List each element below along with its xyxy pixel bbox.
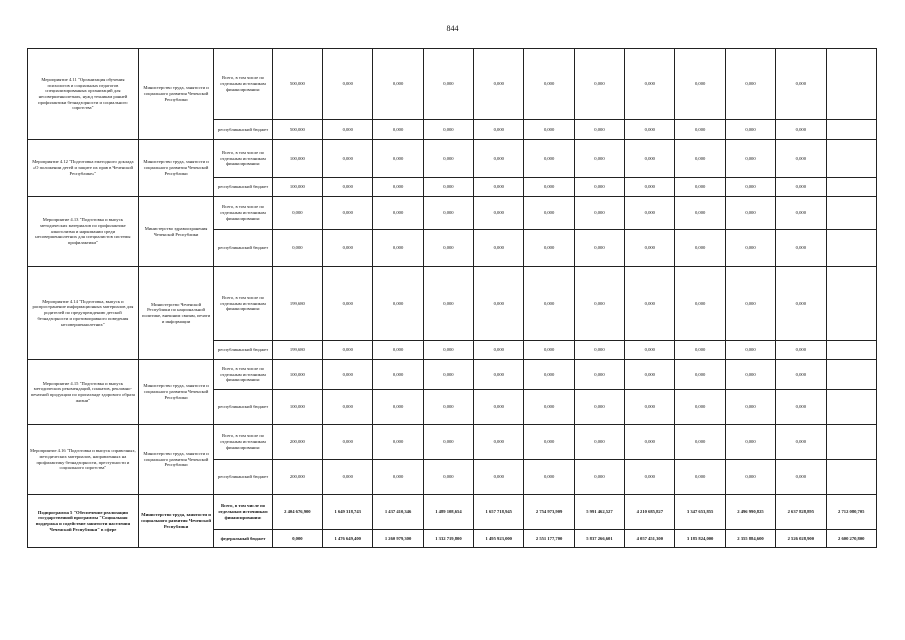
amount-cell: 0,000 [423, 360, 473, 390]
amount-cell: 2 754 973,909 [524, 495, 574, 530]
amount-cell: 0,000 [373, 230, 423, 267]
amount-cell: 500,000 [272, 120, 322, 140]
amount-cell: 0,000 [423, 49, 473, 120]
amount-cell: 0,000 [625, 425, 675, 460]
measure-name-cell: Мероприятие 4.13 "Подготовка и выпуск методических материалов по профилактике алкоголизма и наркомании среди несовершеннолетних для специалистов системы профилактики" [28, 197, 139, 267]
amount-cell: 0,000 [776, 49, 826, 120]
amount-cell: 0,000 [323, 197, 373, 230]
amount-cell: 100,000 [272, 178, 322, 197]
amount-cell: 0,000 [323, 267, 373, 341]
measure-name-cell: Мероприятие 4.14 "Подготовка, выпуск и распространение информационных материалов для родителей по предупреждению детской безнадзорности и противоправного поведения несовершеннолетних" [28, 267, 139, 360]
amount-cell: 0,000 [675, 140, 725, 178]
executor-cell: Министерство труда, занятости и социального развития Чеченской Республики [138, 495, 214, 548]
funding-source-cell: республиканский бюджет [214, 120, 272, 140]
amount-cell: 0,000 [675, 341, 725, 360]
amount-cell: 0,000 [524, 460, 574, 495]
amount-cell: 0,000 [625, 120, 675, 140]
amount-cell: 0,000 [423, 230, 473, 267]
amount-cell: 0,000 [423, 140, 473, 178]
amount-cell [826, 425, 877, 460]
amount-cell: 0,000 [474, 120, 524, 140]
amount-cell: 0,000 [524, 390, 574, 425]
page-number: 844 [446, 24, 459, 33]
amount-cell: 2 712 080,705 [826, 495, 877, 530]
funding-source-cell: Всего, в том числе по отдельным источникам финансирования: [214, 360, 272, 390]
funding-source-cell: республиканский бюджет [214, 390, 272, 425]
amount-cell: 199,680 [272, 341, 322, 360]
amount-cell: 0,000 [675, 390, 725, 425]
amount-cell: 0,000 [474, 267, 524, 341]
amount-cell: 0,000 [423, 120, 473, 140]
amount-cell: 0,000 [725, 460, 775, 495]
amount-cell: 0,000 [524, 140, 574, 178]
amount-cell: 0,000 [625, 341, 675, 360]
amount-cell [826, 341, 877, 360]
amount-cell: 500,000 [272, 49, 322, 120]
amount-cell: 0,000 [474, 197, 524, 230]
amount-cell: 0,000 [725, 140, 775, 178]
amount-cell: 0,000 [524, 425, 574, 460]
amount-cell: 1 495 923,000 [474, 530, 524, 548]
amount-cell: 0,000 [474, 49, 524, 120]
amount-cell: 0,000 [776, 390, 826, 425]
amount-cell: 0,000 [474, 178, 524, 197]
amount-cell: 0,000 [776, 425, 826, 460]
amount-cell: 0,000 [574, 425, 624, 460]
amount-cell [826, 360, 877, 390]
amount-cell [826, 460, 877, 495]
measure-name-cell: Мероприятие 4.16 "Подготовка и выпуск справочных, методических материалов, направленных на профилактику безнадзорности, преступности и социального сиротства" [28, 425, 139, 495]
funding-source-cell: Всего, в том числе по отдельным источникам финансирования: [214, 140, 272, 178]
amount-cell: 2 404 676,900 [272, 495, 322, 530]
amount-cell: 0,000 [373, 460, 423, 495]
amount-cell: 0,000 [574, 178, 624, 197]
amount-cell: 0,000 [725, 267, 775, 341]
amount-cell: 0,000 [373, 360, 423, 390]
measure-name-cell: Мероприятие 4.11 "Организация обучения психологов и социальных педагогов специализированных организаций для несовершеннолетних, нужд техникам ранней профилактики безнадзорности и социального сиротства" [28, 49, 139, 140]
amount-cell: 0,000 [574, 140, 624, 178]
funding-source-cell: республиканский бюджет [214, 460, 272, 495]
amount-cell: 0,000 [373, 425, 423, 460]
amount-cell: 0,000 [272, 230, 322, 267]
funding-source-cell: Всего, в том числе по отдельным источникам финансирования: [214, 267, 272, 341]
amount-cell: 0,000 [675, 230, 725, 267]
funding-source-cell: республиканский бюджет [214, 341, 272, 360]
amount-cell: 0,000 [776, 140, 826, 178]
amount-cell: 0,000 [725, 425, 775, 460]
amount-cell: 199,680 [272, 267, 322, 341]
amount-cell: 0,000 [675, 178, 725, 197]
table-row [28, 495, 877, 530]
amount-cell: 0,000 [776, 178, 826, 197]
amount-cell [826, 390, 877, 425]
amount-cell: 0,000 [474, 341, 524, 360]
amount-cell [826, 197, 877, 230]
amount-cell: 0,000 [725, 49, 775, 120]
table-row [28, 267, 877, 341]
funding-source-cell: Всего, в том числе по отдельным источникам финансирования: [214, 197, 272, 230]
amount-cell: 0,000 [423, 178, 473, 197]
amount-cell: 2 637 828,895 [776, 495, 826, 530]
table-row [28, 360, 877, 390]
amount-cell: 0,000 [423, 197, 473, 230]
table-row [28, 425, 877, 460]
amount-cell: 0,000 [373, 197, 423, 230]
amount-cell: 0,000 [323, 460, 373, 495]
amount-cell: 0,000 [373, 267, 423, 341]
measure-name-cell: Мероприятие 4.15 "Подготовка и выпуск методических рекомендаций, плакатов, рекламно-печатной продукции по пропаганде здорового образа жизни" [28, 360, 139, 425]
amount-cell: 0,000 [423, 425, 473, 460]
amount-cell: 2 600 270,800 [826, 530, 877, 548]
amount-cell: 0,000 [574, 267, 624, 341]
amount-cell: 0,000 [675, 197, 725, 230]
amount-cell: 0,000 [323, 425, 373, 460]
amount-cell: 0,000 [574, 120, 624, 140]
amount-cell [826, 178, 877, 197]
funding-source-cell: республиканский бюджет [214, 178, 272, 197]
amount-cell: 0,000 [776, 460, 826, 495]
amount-cell: 0,000 [423, 460, 473, 495]
amount-cell: 0,000 [524, 197, 574, 230]
amount-cell: 0,000 [272, 197, 322, 230]
amount-cell: 0,000 [625, 140, 675, 178]
amount-cell: 0,000 [625, 178, 675, 197]
table-row [28, 140, 877, 178]
amount-cell: 0,000 [474, 230, 524, 267]
amount-cell: 1 657 718,945 [474, 495, 524, 530]
amount-cell [826, 120, 877, 140]
amount-cell: 0,000 [574, 197, 624, 230]
amount-cell: 0,000 [323, 140, 373, 178]
amount-cell: 0,000 [776, 360, 826, 390]
amount-cell: 0,000 [625, 390, 675, 425]
amount-cell: 0,000 [574, 230, 624, 267]
amount-cell: 0,000 [725, 197, 775, 230]
funding-source-cell: Всего, в том числе по отдельным источникам финансирования: [214, 49, 272, 120]
amount-cell: 0,000 [675, 267, 725, 341]
amount-cell: 0,000 [776, 120, 826, 140]
amount-cell: 0,000 [625, 267, 675, 341]
amount-cell: 0,000 [323, 341, 373, 360]
amount-cell: 0,000 [474, 140, 524, 178]
amount-cell: 0,000 [574, 390, 624, 425]
table-row [28, 49, 877, 120]
amount-cell: 0,000 [524, 230, 574, 267]
amount-cell: 5 991 462,527 [574, 495, 624, 530]
amount-cell: 0,000 [625, 460, 675, 495]
amount-cell: 0,000 [675, 425, 725, 460]
amount-cell [826, 49, 877, 120]
amount-cell: 1 437 410,346 [373, 495, 423, 530]
amount-cell: 0,000 [725, 341, 775, 360]
funding-source-cell: федеральный бюджет [214, 530, 272, 548]
amount-cell: 0,000 [524, 267, 574, 341]
amount-cell: 0,000 [323, 120, 373, 140]
budget-table [27, 48, 877, 548]
amount-cell: 0,000 [373, 178, 423, 197]
amount-cell: 0,000 [675, 120, 725, 140]
amount-cell [826, 230, 877, 267]
amount-cell: 200,000 [272, 425, 322, 460]
amount-cell: 0,000 [725, 178, 775, 197]
amount-cell: 0,000 [323, 49, 373, 120]
amount-cell: 0,000 [373, 140, 423, 178]
funding-source-cell: республиканский бюджет [214, 230, 272, 267]
executor-cell: Министерство труда, занятости и социального развития Чеченской Республики [138, 360, 214, 425]
amount-cell: 0,000 [574, 460, 624, 495]
amount-cell: 0,000 [474, 360, 524, 390]
executor-cell: Министерство труда, занятости и социального развития Чеченской Республики [138, 425, 214, 495]
executor-cell: Министерство труда, занятости и социального развития Чеченской Республики [138, 49, 214, 140]
table-row [28, 197, 877, 230]
amount-cell: 5 837 266,601 [574, 530, 624, 548]
amount-cell: 0,000 [272, 530, 322, 548]
executor-cell: Министерство Чеченской Республики по национальной политике, внешним связям, печати и информации [138, 267, 214, 360]
amount-cell: 0,000 [524, 341, 574, 360]
amount-cell: 0,000 [776, 341, 826, 360]
amount-cell: 0,000 [625, 230, 675, 267]
amount-cell: 0,000 [373, 341, 423, 360]
amount-cell: 2 355 884,600 [725, 530, 775, 548]
amount-cell: 4 057 451,300 [625, 530, 675, 548]
amount-cell: 1 476 649,400 [323, 530, 373, 548]
amount-cell: 0,000 [474, 390, 524, 425]
measure-name-cell: Мероприятие 4.12 "Подготовка ежегодного доклада «О положении детей и защите их прав в Чеченской Республике»" [28, 140, 139, 197]
executor-cell: Министерство труда, занятости и социального развития Чеченской Республики [138, 140, 214, 197]
amount-cell: 0,000 [625, 360, 675, 390]
amount-cell: 0,000 [524, 178, 574, 197]
amount-cell: 0,000 [323, 230, 373, 267]
amount-cell: 100,000 [272, 360, 322, 390]
amount-cell: 0,000 [524, 360, 574, 390]
amount-cell: 1 489 108,654 [423, 495, 473, 530]
executor-cell: Министерство здравоохранения Чеченской Республики [138, 197, 214, 267]
amount-cell: 0,000 [524, 49, 574, 120]
amount-cell: 3 185 824,000 [675, 530, 725, 548]
amount-cell: 2 551 177,700 [524, 530, 574, 548]
amount-cell: 0,000 [725, 390, 775, 425]
amount-cell: 0,000 [373, 390, 423, 425]
amount-cell: 0,000 [625, 197, 675, 230]
amount-cell: 3 347 653,855 [675, 495, 725, 530]
amount-cell: 0,000 [323, 360, 373, 390]
amount-cell [826, 267, 877, 341]
amount-cell: 0,000 [725, 120, 775, 140]
amount-cell: 0,000 [776, 267, 826, 341]
amount-cell [826, 140, 877, 178]
amount-cell: 0,000 [675, 360, 725, 390]
amount-cell: 0,000 [574, 49, 624, 120]
amount-cell: 0,000 [373, 120, 423, 140]
amount-cell: 100,000 [272, 140, 322, 178]
amount-cell: 0,000 [423, 390, 473, 425]
amount-cell: 0,000 [574, 341, 624, 360]
amount-cell: 0,000 [423, 341, 473, 360]
amount-cell: 100,000 [272, 390, 322, 425]
amount-cell: 0,000 [625, 49, 675, 120]
amount-cell: 0,000 [423, 267, 473, 341]
measure-name-cell: Подпрограмма 5 "Обеспечение реализации государственной программы "Социальная поддержка и содействие занятости населения Чеченской Республики" в сфере [28, 495, 139, 548]
amount-cell: 1 332 719,800 [423, 530, 473, 548]
amount-cell: 0,000 [474, 460, 524, 495]
amount-cell: 0,000 [574, 360, 624, 390]
amount-cell: 200,000 [272, 460, 322, 495]
amount-cell: 0,000 [675, 460, 725, 495]
amount-cell: 0,000 [675, 49, 725, 120]
funding-source-cell: Всего, в том числе по отдельным источникам финансирования: [214, 425, 272, 460]
amount-cell: 2 526 028,900 [776, 530, 826, 548]
amount-cell: 0,000 [373, 49, 423, 120]
funding-source-cell: Всего, в том числе по отдельным источникам финансирования: [214, 495, 272, 530]
amount-cell: 4 210 685,827 [625, 495, 675, 530]
amount-cell: 0,000 [474, 425, 524, 460]
amount-cell: 0,000 [725, 230, 775, 267]
amount-cell: 2 496 990,825 [725, 495, 775, 530]
amount-cell: 0,000 [323, 178, 373, 197]
amount-cell: 0,000 [323, 390, 373, 425]
amount-cell: 0,000 [776, 197, 826, 230]
amount-cell: 0,000 [776, 230, 826, 267]
amount-cell: 0,000 [524, 120, 574, 140]
amount-cell: 0,000 [725, 360, 775, 390]
amount-cell: 1 260 979,300 [373, 530, 423, 548]
amount-cell: 1 649 318,743 [323, 495, 373, 530]
